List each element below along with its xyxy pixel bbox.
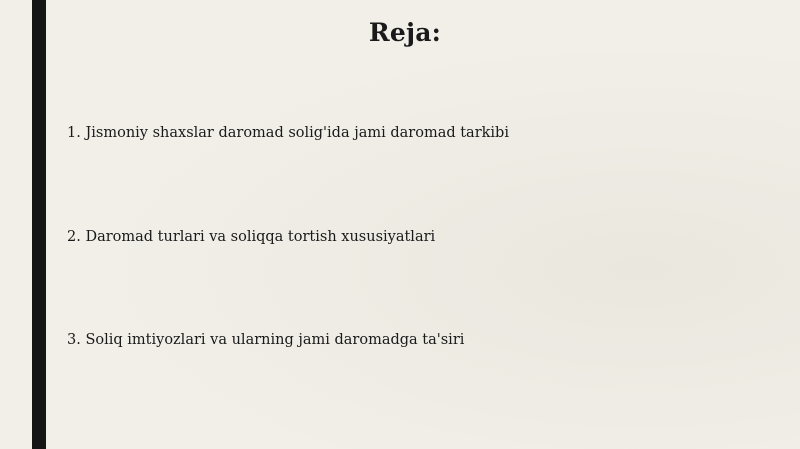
- accent-bar: [32, 0, 46, 449]
- plan-item-3: 3. Soliq imtiyozlari va ularning jami daromadga ta'siri: [67, 332, 465, 348]
- plan-item-1: 1. Jismoniy shaxslar daromad solig'ida jami daromad tarkibi: [67, 125, 509, 141]
- slide-title: Reja:: [368, 18, 442, 47]
- plan-item-2: 2. Daromad turlari va soliqqa tortish xususiyatlari: [67, 229, 436, 245]
